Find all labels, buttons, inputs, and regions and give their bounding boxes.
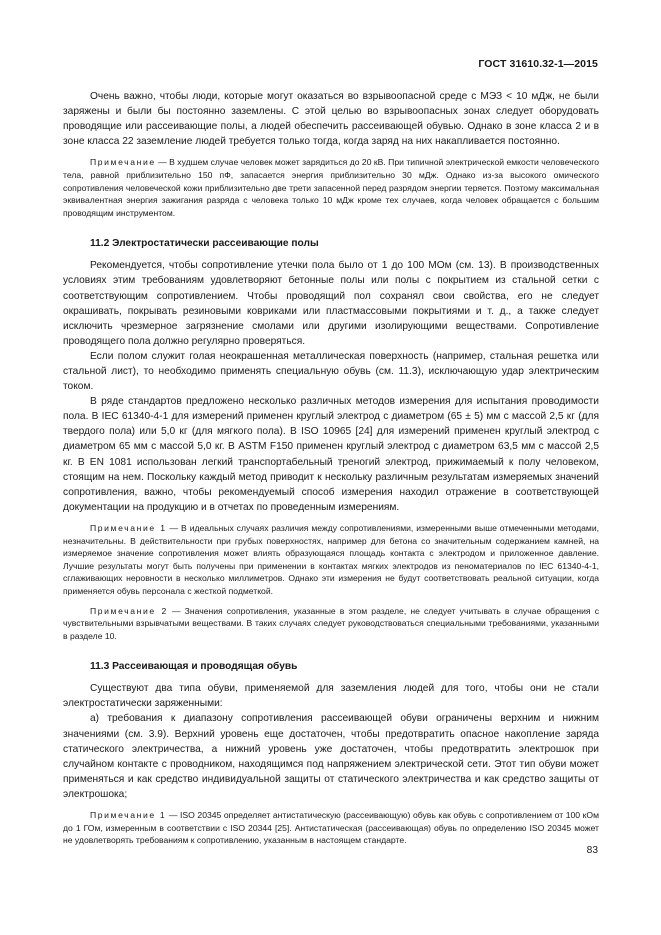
section-11-2-paragraph-1: Рекомендуется, чтобы сопротивление утечки пола было от 1 до 100 МОм (см. 13). В производственных условиях этим требованиям удовлетворяют бетонные полы или полы с покрытием из стальной сетки с соответствующим сопротивлением. Чтобы проводящий пол сохранял свои свойства, его не следует окрашивать, покрывать резиновыми ковриками или пластмассовыми покрытиями и т. д., а также следует исключить чрезмерное загрязнение смолами или другими изолирующими веществами. Сопротивление проводящего пола должно регулярно проверяться. — [63, 260, 599, 347]
section-11-2-note-2 — [63, 605, 599, 643]
note-text: — ISO 20345 определяет антистатическую (рассеивающую) обувь как обувь с сопротивлением от 100 кОм до 1 ГОм, измеренным в соответствии с ISO 20344 [25]. Антистатическая (рассеивающая) обувь по определению ISO 20345 может не удовлетворять требованиям к сопротивлению, указанным в настоящем стандарте. — [63, 810, 599, 846]
intro-paragraph: Очень важно, чтобы люди, которые могут оказаться во взрывоопасной среде с МЭЗ < 10 мДж, не были заряжены и были бы постоянно заземлены. С этой целью во взрывоопасных зонах следует оборудовать проводящие или рассеивающие полы, а людей обеспечить рассеивающей обувью. Однако в зоне класса 2 и в зоне класса 22 заземление людей требуется только тогда, когда заряд на них накапливается постоянно. — [63, 91, 599, 148]
note-label: Примечание 1 — [90, 810, 167, 821]
note-label: Примечание 1 — [90, 522, 167, 533]
note-text: — В худшем случае человек может зарядиться до 20 кВ. При типичной электрической емкости человеческого тела, равной приблизительно 150 пФ, запасается энергия приблизительно 30 мДж. Однако из-за высокого омического сопротивления человеческой кожи приблизительно две трети запасенной перед разрядом энергии теряется. Поэтому максимальная эквивалентная энергия зажигания разряда с человека только 10 мДж кроме тех случаев, когда человек обращается с большим проводящим инструментом. — [63, 157, 599, 218]
section-11-3-note-1 — [63, 809, 599, 847]
section-11-2-heading: 11.2 Электростатически рассеивающие полы — [90, 238, 319, 250]
section-11-3-paragraph-2: а) требования к диапазону сопротивления рассеивающей обуви ограничены верхним и нижним значениями (см. 3.9). Верхний уровень еще достаточен, чтобы предотвратить опасное накопление заряда статического электричества, а нижний уровень уже достаточен, чтобы предотвратить электрошок при случайном контакте с проводником, находящимся под напряжением электрической сети. Этот тип обуви может применяться и как средство индивидуальной защиты от статического электричества и как средство защиты от электрошока; — [63, 713, 599, 800]
section-11-3-heading: 11.3 Рассеивающая и проводящая обувь — [90, 661, 298, 673]
section-11-2-note-1 — [63, 522, 599, 598]
page-content — [63, 89, 599, 847]
standard-header: ГОСТ 31610.32-1—2015 — [478, 58, 598, 70]
page-number: 83 — [586, 845, 598, 856]
note-text: — Значения сопротивления, указанные в этом разделе, не следует учитывать в случае обращения с чувствительными взрывчатыми веществами. В таких случаях следует руководствоваться специальными требованиями, указанными в разделе 10. — [63, 605, 599, 641]
note-label: Примечание 2 — [90, 605, 168, 616]
note-text: — В идеальных случаях различия между сопротивлениями, измеренными выше отмеченными методами, незначительны. В действительности при грубых поверхностях, например для бетона со значительным содержанием камней, на измеряемое значение сопротивления может влиять образующаяся площадь контакта с электродом и приложенное давление. Лучшие результаты могут быть получены при применении в контактах мягких электродов из пеноматериалов по IEC 61340-4-1, сглаживающих неровности в несколько миллиметров. Однако эти измерения не будут соответствовать реальной ситуации, когда применяется обувь персонала с жесткой подметкой. — [63, 522, 600, 596]
section-11-2-paragraph-2: Если полом служит голая неокрашенная металлическая поверхность (например, стальная решетка или стальной лист), то необходимо применять специальную обувь (см. 11.3), исключающую удар электрическим током. — [63, 350, 599, 393]
note-label: Примечание — [90, 157, 156, 168]
section-11-2-paragraph-3: В ряде стандартов предложено несколько различных методов измерения для испытания проводимости пола. В IEC 61340-4-1 для измерений применен круглый электрод с диаметром (65 ± 5) мм с массой 2,5 кг (для твердого пола) или 5,0 кг (для мягкого пола). В ISO 10965 [24] для измерений применен круглый электрод с диаметром 65 мм с массой 5,0 кг. В ASTM F150 применен круглый электрод с диаметром 63,5 мм с массой 2,5 кг. В EN 1081 использован легкий транспортабельный треногий электрод, прижимаемый к полу человеком, стоящим на нем. Поскольку каждый метод приводит к нескольку различным результатам измеряемых значений сопротивления, важно, чтобы рекомендуемый способ измерения находил отражение в соответствующей документации на продукцию и в отчетах по проведенным измерениям. — [63, 396, 599, 513]
intro-note — [63, 156, 599, 219]
section-11-3-paragraph-1: Существуют два типа обуви, применяемой для заземления людей для того, чтобы они не стали электростатически заряженными: — [63, 683, 599, 710]
